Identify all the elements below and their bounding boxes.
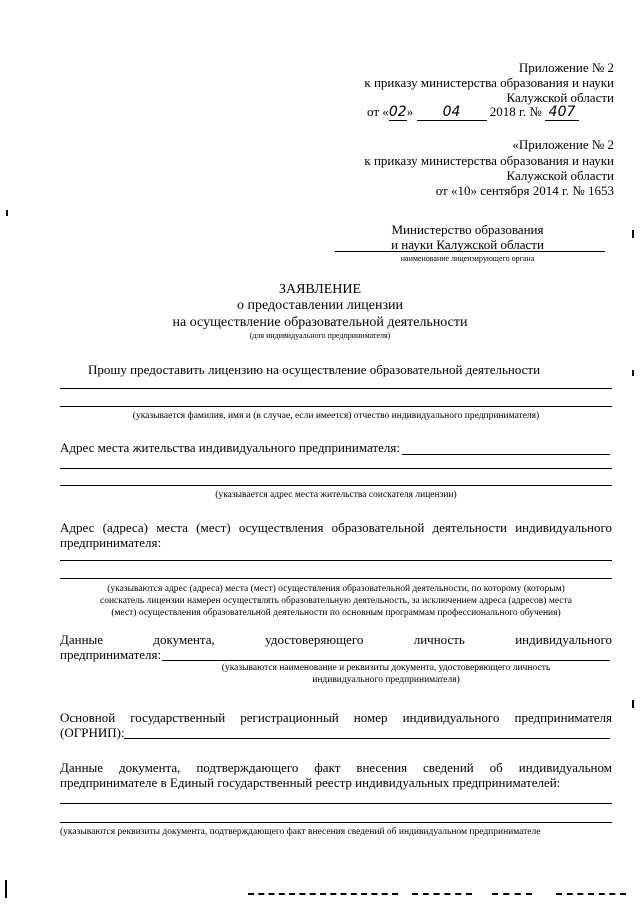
scan-artifact-dashes-3 [492, 893, 532, 895]
authority-line1: Министерство образования [391, 222, 544, 237]
identity-caption-1: (указываются наименование и реквизиты документа, удостоверяющего личность [221, 663, 551, 673]
registry-fill-line-1[interactable] [60, 803, 612, 804]
registry-label-1: Данные документа, подтверждающего факт внесения сведений об индивидуальном [60, 760, 612, 775]
request-fill-line-1[interactable] [60, 388, 612, 389]
residence-fill-line-3[interactable] [60, 485, 612, 486]
prev-appendix-order: к приказу министерства образования и науки [364, 153, 614, 168]
appendix-date: от «02» 04 2018 г. № 407 [367, 104, 627, 122]
prev-appendix-date: от «10» сентября 2014 г. № 1653 [435, 183, 614, 198]
ogrnip-label-1: Основной государственный регистрационный номер индивидуального предпринимателя [60, 710, 612, 725]
scan-edge-tick-right-1 [632, 230, 634, 238]
doc-title: ЗАЯВЛЕНИЕ [278, 282, 362, 297]
authority-underline [335, 251, 605, 252]
identity-label-1: Данные документа, удостоверяющего личность индивидуального [60, 632, 612, 647]
activity-address-caption-1: (указываются адрес (адреса) места (мест) осуществления образовательной деятельности, по которому (которым) [107, 584, 565, 594]
request-fill-line-2[interactable] [60, 406, 612, 407]
prev-appendix-region: Калужской области [506, 168, 614, 183]
doc-note: (для индивидуального предпринимателя) [249, 331, 391, 340]
residence-caption: (указывается адрес места жительства соискателя лицензии) [215, 490, 457, 500]
registry-fill-line-2[interactable] [60, 822, 612, 823]
activity-address-fill-line-1[interactable] [60, 560, 612, 561]
appendix-region: Калужской области [506, 90, 614, 105]
doc-subtitle-2: на осуществление образовательной деятельности [172, 315, 468, 330]
activity-address-label-1: Адрес (адреса) места (мест) осуществления образовательной деятельности индивидуального [60, 520, 612, 535]
prev-appendix-title: «Приложение № 2 [512, 137, 614, 152]
residence-label: Адрес места жительства индивидуального предпринимателя: [60, 440, 400, 455]
request-caption: (указывается фамилия, имя и (в случае, если имеется) отчество индивидуального предпринимателя) [132, 411, 540, 421]
registry-label-2: предпринимателе в Единый государственный реестр индивидуальных предпринимателей: [60, 775, 561, 790]
scan-artifact-dashes-4 [556, 893, 626, 895]
identity-caption-2: индивидуального предпринимателя) [312, 675, 460, 685]
identity-fill-line[interactable] [162, 660, 610, 661]
scan-edge-mark-left [5, 880, 7, 898]
identity-label-2: предпринимателя: [60, 647, 162, 662]
activity-address-fill-line-2[interactable] [60, 578, 612, 579]
residence-fill-line-1[interactable] [402, 454, 610, 455]
ogrnip-fill-line[interactable] [124, 738, 610, 739]
authority-line2: и науки Калужской области [391, 237, 544, 252]
appendix-order: к приказу министерства образования и науки [364, 75, 614, 90]
scan-edge-tick-right-2 [632, 370, 634, 376]
doc-subtitle-1: о предоставлении лицензии [236, 298, 403, 313]
authority-caption: наименование лицензирующего органа [400, 254, 535, 263]
ogrnip-label-2: (ОГРНИП): [60, 725, 125, 740]
scan-artifact-dashes-2 [412, 893, 472, 895]
activity-address-caption-2: соискатель лицензии намерен осуществлять образовательную деятельность, за исключением адреса (адресов) места [100, 596, 572, 606]
request-text: Прошу предоставить лицензию на осуществление образовательной деятельности [88, 362, 541, 377]
appendix-title: Приложение № 2 [518, 60, 614, 75]
registry-caption: (указываются реквизиты документа, подтверждающего факт внесения сведений об индивидуальном предпринимателе [60, 827, 541, 837]
handwritten-day: 02 [388, 104, 407, 120]
residence-fill-line-2[interactable] [60, 468, 612, 469]
activity-address-caption-3: (мест) осуществления образовательной деятельности по основным программам профессионального обучения) [111, 608, 561, 618]
handwritten-number: 407 [545, 105, 579, 121]
activity-address-label-2: предпринимателя: [60, 535, 162, 550]
scan-edge-tick-left [6, 210, 8, 216]
handwritten-month: 04 [417, 105, 487, 121]
scan-artifact-dashes [248, 893, 398, 895]
scan-edge-tick-right-3 [632, 700, 634, 708]
